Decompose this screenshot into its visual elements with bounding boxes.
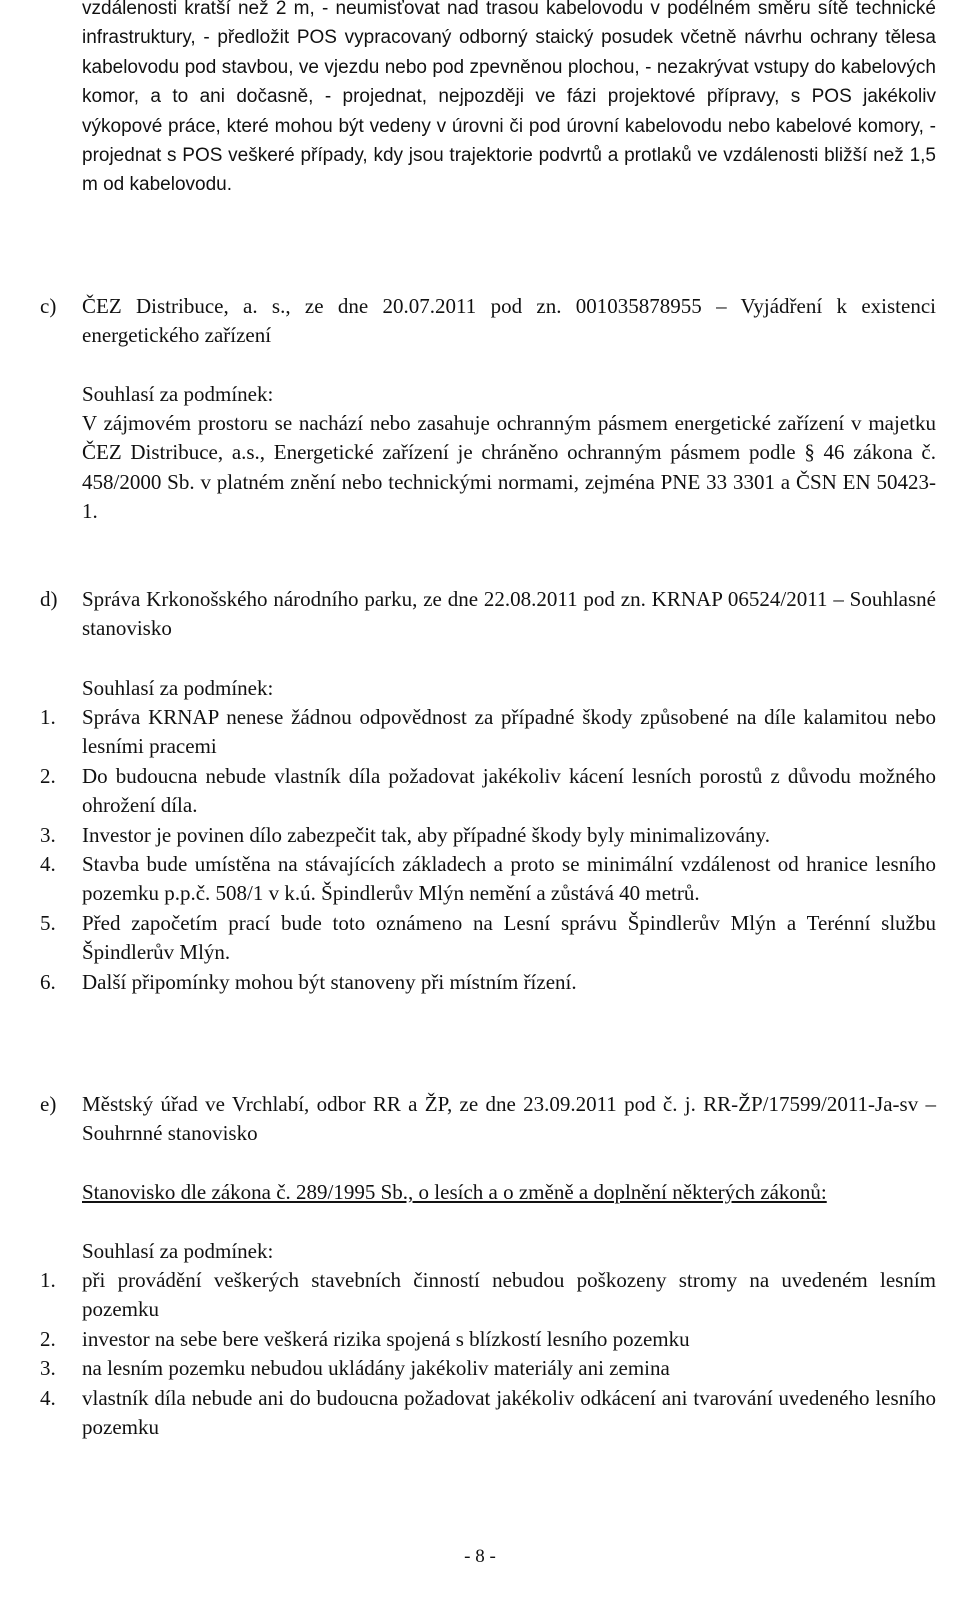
list-item (40, 909, 936, 968)
item-text: na lesním pozemku nebudou ukládány jakékoliv materiály ani zemina (82, 1356, 670, 1381)
item-number: 1. (40, 705, 56, 729)
item-number: 1. (40, 1268, 56, 1292)
section-c-label: c) (40, 294, 57, 318)
item-text: Před započetím prací bude toto oznámeno na Lesní správu Špindlerův Mlýn a Terénní službu Špindlerův Mlýn. (82, 910, 936, 965)
list-item (40, 762, 936, 821)
item-text: Další připomínky mohou být stanoveny při místním řízení. (82, 969, 577, 994)
list-item (40, 1384, 936, 1443)
section-d-conditions-list (40, 703, 936, 997)
list-item (40, 703, 936, 762)
section-c-condition-label: Souhlasí za podmínek: (82, 382, 274, 406)
item-number: 3. (40, 1356, 56, 1381)
page-number: - 8 - (464, 1546, 496, 1567)
section-e-subheading: Stanovisko dle zákona č. 289/1995 Sb., o lesích a o změně a doplnění některých zákonů: (82, 1180, 827, 1204)
section-e-title: Městský úřad ve Vrchlabí, odbor RR a ŽP, ze dne 23.09.2011 pod č. j. RR-ŽP/17599/2011-Ja-sv – Souhrnné stanovisko (82, 1092, 936, 1146)
list-item (40, 1354, 936, 1383)
item-text: vlastník díla nebude ani do budoucna požadovat jakékoliv odkácení ani tvarování uvedeného lesního pozemku (82, 1385, 936, 1440)
section-c-heading (40, 292, 936, 351)
list-item (40, 1266, 936, 1325)
section-e-heading (40, 1090, 936, 1149)
section-d-label: d) (40, 587, 58, 611)
section-c-title: ČEZ Distribuce, a. s., ze dne 20.07.2011 pod zn. 001035878955 – Vyjádření k existenci energetického zařízení (82, 294, 936, 348)
item-text: Do budoucna nebude vlastník díla požadovat jakékoliv kácení lesních porostů z důvodu možného ohrožení díla. (82, 763, 936, 818)
item-number: 5. (40, 910, 56, 935)
section-e-conditions-list (40, 1266, 936, 1442)
list-item (40, 968, 936, 997)
item-text: Stavba bude umístěna na stávajících základech a proto se minimální vzdálenost od hranice lesního pozemku p.p.č. 508/1 v k.ú. Špindlerův Mlýn nemění a zůstává 40 metrů. (82, 852, 936, 906)
item-number: 2. (40, 763, 56, 788)
section-e-label: e) (40, 1092, 57, 1116)
list-item (40, 821, 936, 850)
section-d-heading (40, 585, 936, 644)
item-number: 2. (40, 1326, 56, 1351)
section-c-condition-text: V zájmovém prostoru se nachází nebo zasahuje ochranným pásmem energetické zařízení v majetku ČEZ Distribuce, a.s., Energetické zařízení je chráněno ochranným pásmem podle § 46 zákona č. 458/2000 Sb. v platném znění nebo technickými normami, zejména PNE 33 3301 a ČSN EN 50423-1. (82, 411, 936, 524)
item-text: při provádění veškerých stavebních činností nebudou poškozeny stromy na uvedeném lesním pozemku (82, 1268, 936, 1322)
item-number: 3. (40, 822, 56, 847)
intro-paragraph: vzdálenosti kratší než 2 m, - neumisťovat nad trasou kabelovodu v podélném směru sítě technické infrastruktury, - předložit POS vypracovaný odborný staický posudek včetně návrhu ochrany tělesa kabelovodu pod stavbou, ve vjezdu nebo pod zpevněnou plochou, - nezakrývat vstupy do kabelových komor, a to ani dočasně, - projednat, nejpozději ve fázi projektové přípravy, s POS jakékoliv výkopové práce, které mohou být vedeny v úrovni či pod úrovní kabelovodu nebo kabelové komory, - projednat s POS veškeré případy, kdy jsou trajektorie podvrtů a protlaků ve vzdálenosti bližší než 1,5 m od kabelovodu. (82, 0, 936, 196)
item-number: 4. (40, 852, 56, 877)
item-number: 6. (40, 969, 56, 994)
section-e-condition-label: Souhlasí za podmínek: (82, 1239, 274, 1263)
item-text: Investor je povinen dílo zabezpečit tak, aby případné škody byly minimalizovány. (82, 822, 770, 847)
item-text: investor na sebe bere veškerá rizika spojená s blízkostí lesního pozemku (82, 1326, 690, 1351)
list-item (40, 1325, 936, 1354)
item-number: 4. (40, 1385, 56, 1410)
section-d-title: Správa Krkonošského národního parku, ze dne 22.08.2011 pod zn. KRNAP 06524/2011 – Souhlasné stanovisko (82, 587, 936, 641)
item-text: Správa KRNAP nenese žádnou odpovědnost za případné škody způsobené na díle kalamitou nebo lesními pracemi (82, 705, 936, 759)
list-item (40, 850, 936, 909)
section-d-condition-label: Souhlasí za podmínek: (82, 676, 274, 700)
